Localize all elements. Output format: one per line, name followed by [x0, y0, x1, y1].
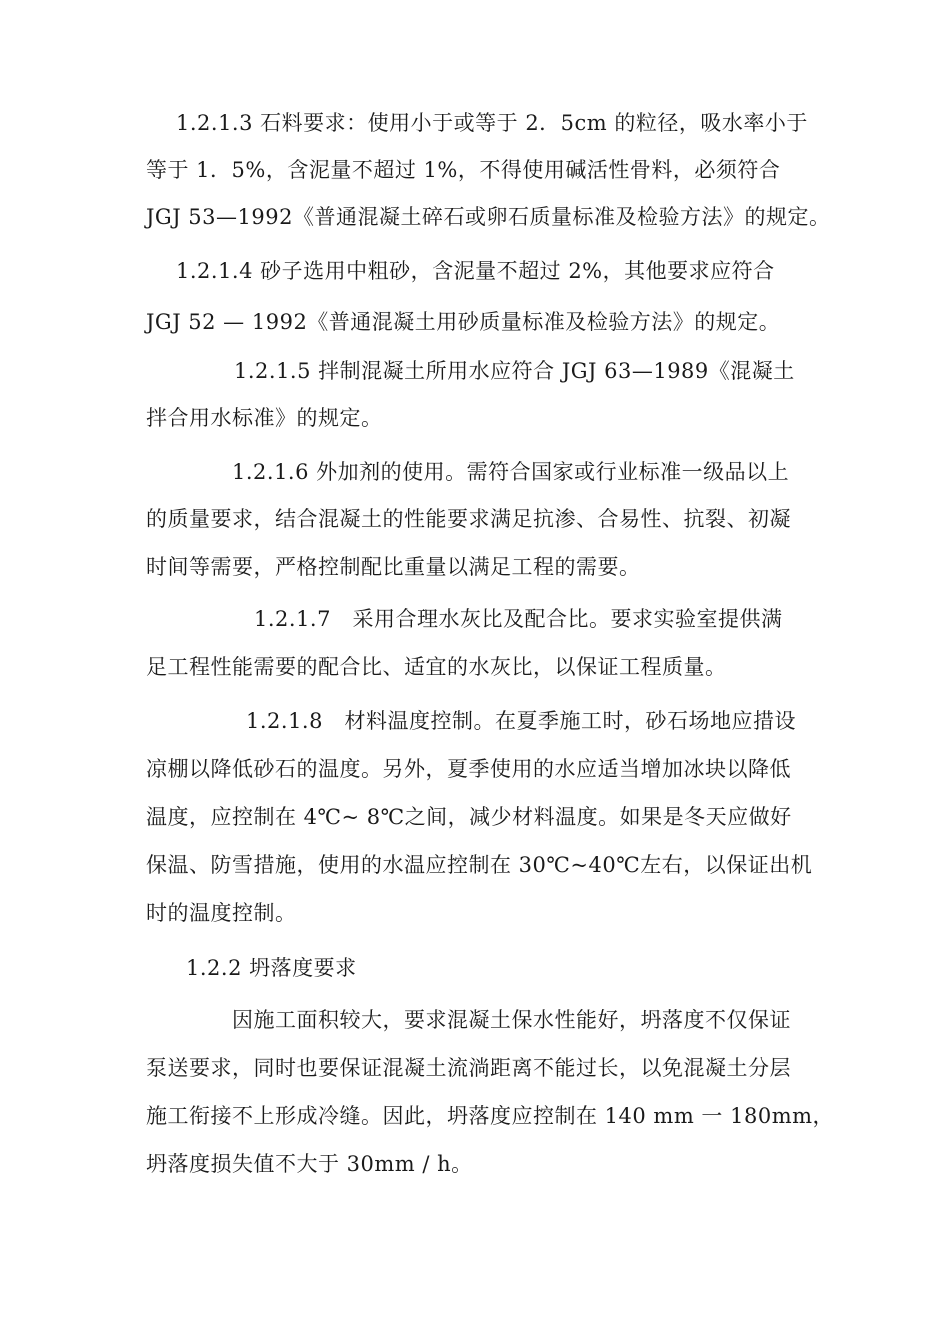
paragraph-1-2-1-5-line-2: 拌合用水标准》的规定。	[146, 406, 383, 430]
paragraph-1-2-1-5-line-1: 1.2.1.5 拌制混凝土所用水应符合 JGJ 63—1989《混凝土	[234, 359, 795, 383]
paragraph-1-2-1-6-line-1: 1.2.1.6 外加剂的使用。需符合国家或行业标准一级品以上	[232, 460, 790, 484]
paragraph-1-2-1-8-line-3: 温度，应控制在 4℃~ 8℃之间，减少材料温度。如果是冬天应做好	[146, 805, 792, 829]
paragraph-slump-line-2: 泵送要求，同时也要保证混凝土流淌距离不能过长，以免混凝土分层	[146, 1056, 791, 1080]
paragraph-1-2-1-3-line-3: JGJ 53—1992《普通混凝土碎石或卵石质量标准及检验方法》的规定。	[146, 205, 831, 229]
paragraph-1-2-1-4-line-2: JGJ 52 — 1992《普通混凝土用砂质量标准及检验方法》的规定。	[146, 310, 781, 334]
paragraph-1-2-1-8-line-2: 凉棚以降低砂石的温度。另外，夏季使用的水应适当增加冰块以降低	[146, 757, 791, 781]
paragraph-1-2-1-3-line-1: 1.2.1.3 石料要求：使用小于或等于 2．5cm 的粒径，吸水率小于	[176, 111, 808, 135]
paragraph-1-2-1-8-line-1: 1.2.1.8 材料温度控制。在夏季施工时，砂石场地应措设	[246, 709, 796, 733]
paragraph-slump-line-1: 因施工面积较大，要求混凝土保水性能好，坍落度不仅保证	[232, 1008, 791, 1032]
paragraph-1-2-1-7-line-2: 足工程性能需要的配合比、适宜的水灰比，以保证工程质量。	[146, 655, 727, 679]
paragraph-1-2-1-6-line-2: 的质量要求，结合混凝土的性能要求满足抗渗、合易性、抗裂、初凝	[146, 507, 791, 531]
paragraph-1-2-1-8-line-5: 时的温度控制。	[146, 901, 297, 925]
section-heading-1-2-2: 1.2.2 坍落度要求	[186, 956, 357, 980]
paragraph-1-2-1-3-line-2: 等于 1．5%，含泥量不超过 1%，不得使用碱活性骨料，必须符合	[146, 158, 781, 182]
paragraph-slump-line-3: 施工衔接不上形成冷缝。因此，坍落度应控制在 140 mm 一 180mm，	[146, 1104, 835, 1128]
paragraph-slump-line-4: 坍落度损失值不大于 30mm / h。	[146, 1152, 473, 1176]
paragraph-1-2-1-6-line-3: 时间等需要，严格控制配比重量以满足工程的需要。	[146, 555, 641, 579]
paragraph-1-2-1-7-line-1: 1.2.1.7 采用合理水灰比及配合比。要求实验室提供满	[254, 607, 783, 631]
paragraph-1-2-1-4-line-1: 1.2.1.4 砂子选用中粗砂，含泥量不超过 2%，其他要求应符合	[176, 259, 775, 283]
paragraph-1-2-1-8-line-4: 保温、防雪措施，使用的水温应控制在 30℃~40℃左右，以保证出机	[146, 853, 813, 877]
